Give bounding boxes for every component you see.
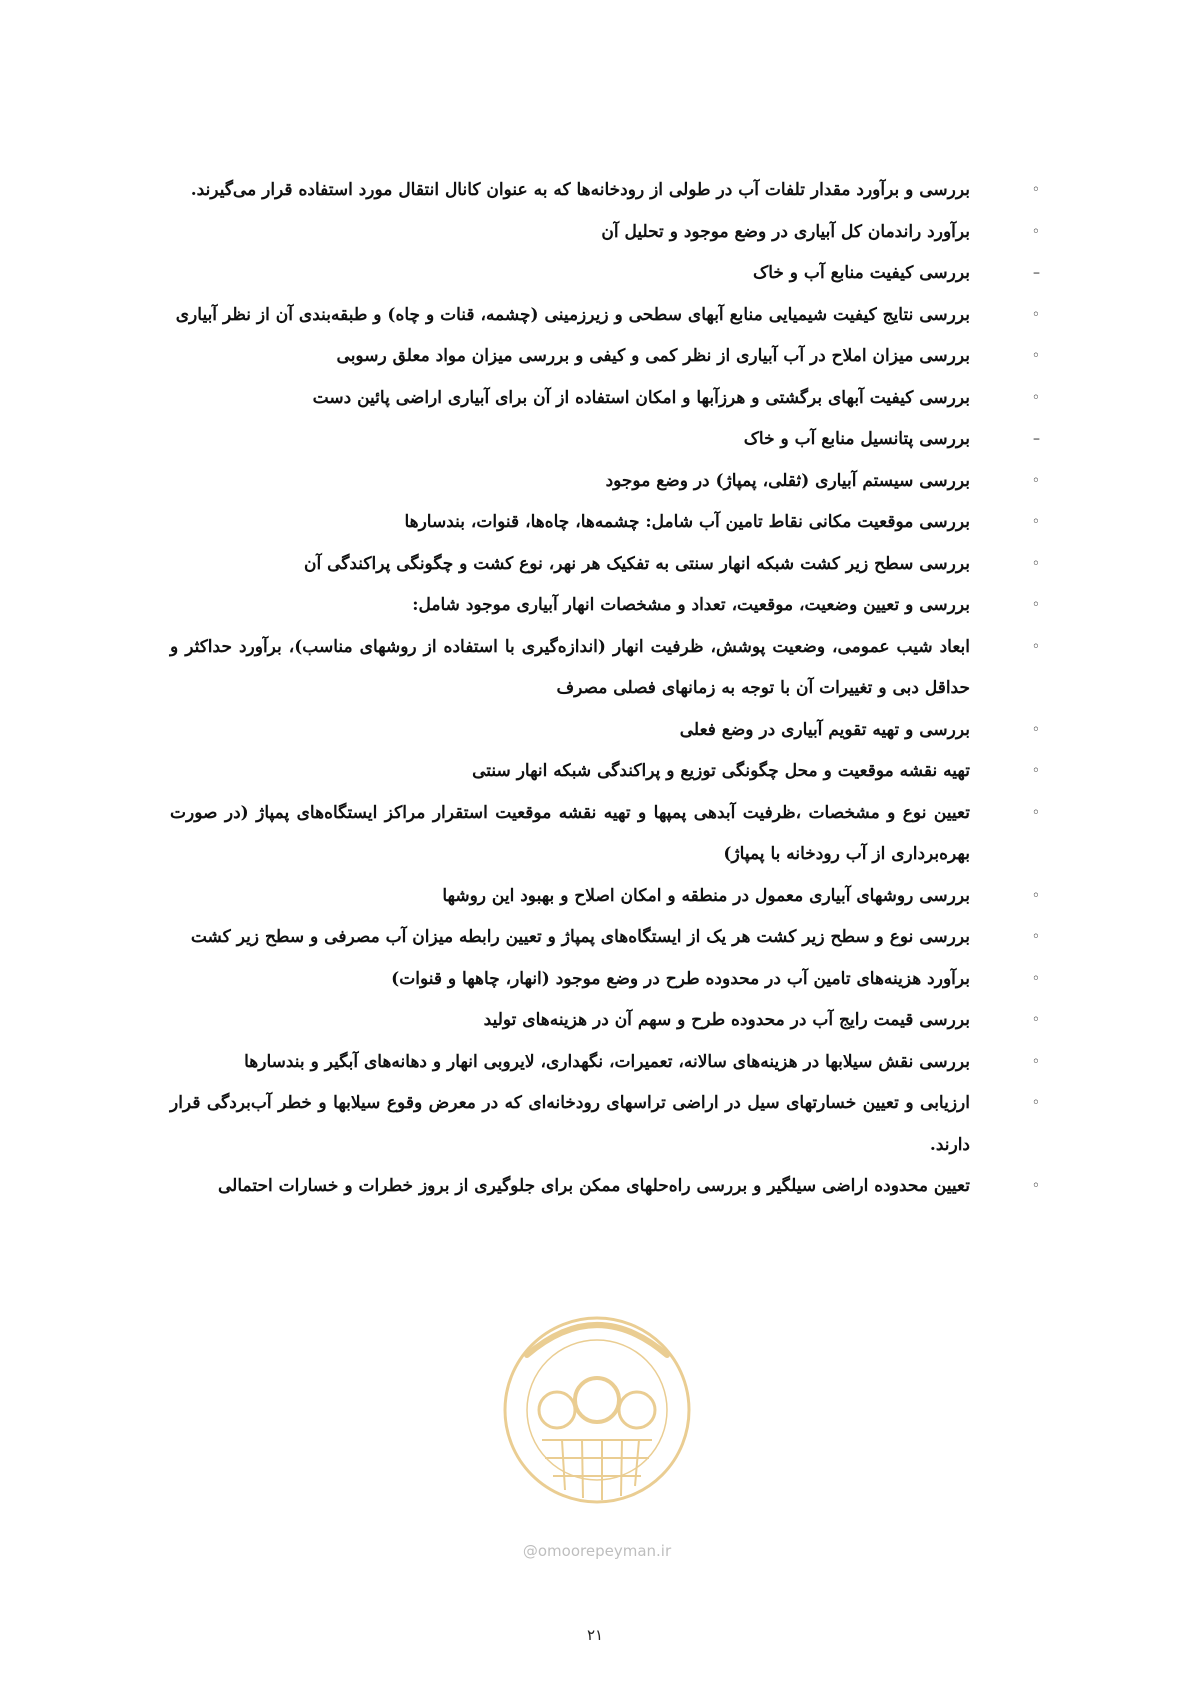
- list-item: [170, 751, 1040, 793]
- list-item-text: بررسی و تهیه تقویم آبیاری در وضع فعلی: [679, 719, 970, 740]
- bullet-marker: ◦: [1031, 1053, 1040, 1070]
- bullet-marker: ◦: [1031, 555, 1040, 572]
- bullet-marker: ◦: [1031, 306, 1040, 323]
- list-item: [170, 461, 1040, 503]
- bullet-marker: ◦: [1031, 514, 1040, 530]
- bullet-marker: ◦: [1031, 1178, 1040, 1194]
- list-item-text: بررسی روشهای آبیاری معمول در منطقه و امکان اصلاح و بهبود این روشها: [442, 885, 970, 906]
- bullet-marker: ◦: [1031, 970, 1040, 987]
- bullet-marker: ◦: [1031, 1095, 1040, 1111]
- list-item-text: ابعاد شیب عمومی، وضعیت پوشش، ظرفیت انهار (اندازه‌گیری با استفاده از روشهای مناسب)، برآورد حداکثر و حداقل دبی و تغییرات آن با توجه به زمانهای فصلی مصرف: [170, 636, 970, 698]
- list-item-text: برآورد هزینه‌های تامین آب در محدوده طرح در وضع موجود (انهار، چاهها و قنوات): [391, 968, 970, 989]
- list-item: [170, 544, 1040, 586]
- page-number: ۲۱: [586, 1626, 604, 1644]
- list-item-text: بررسی سطح زیر کشت شبکه انهار سنتی به تفکیک هر نهر، نوع کشت و چگونگی پراکندگی آن: [303, 553, 970, 574]
- list-item-text: تعیین نوع و مشخصات ،ظرفیت آبدهی پمپها و تهیه نقشه موقعیت استقرار مراکز ایستگاه‌های پمپاژ (در صورت بهره‌برداری از آب رودخانه با پمپاژ): [170, 802, 970, 864]
- list-item: [170, 627, 1040, 710]
- list-item-text: بررسی سیستم آبیاری (ثقلی، پمپاژ) در وضع موجود: [605, 470, 970, 491]
- list-item: [170, 212, 1040, 254]
- list-item-text: بررسی قیمت رایج آب در محدوده طرح و سهم آن در هزینه‌های تولید: [483, 1010, 970, 1030]
- bullet-marker: ◦: [1031, 472, 1040, 489]
- list-item: [170, 876, 1040, 918]
- bullet-marker: ◦: [1031, 1012, 1040, 1028]
- dash-marker: –: [1033, 265, 1040, 281]
- list-item-text: برآورد راندمان کل آبیاری در وضع موجود و تحلیل آن: [601, 221, 970, 242]
- list-item: [170, 917, 1040, 959]
- list-item: [170, 253, 1040, 295]
- bullet-marker: ◦: [1031, 223, 1040, 240]
- list-item: [170, 1000, 1040, 1042]
- list-item-text: بررسی میزان املاح در آب آبیاری از نظر کمی و کیفی و بررسی میزان مواد معلق رسوبی: [336, 346, 970, 366]
- list-item-text: تعیین محدوده اراضی سیلگیر و بررسی راه‌حلهای ممکن برای جلوگیری از بروز خطرات و خسارات احتمالی: [218, 1176, 970, 1196]
- list-item-text: بررسی کیفیت منابع آب و خاک: [752, 263, 970, 283]
- bullet-list: [170, 170, 1040, 1208]
- bullet-marker: ◦: [1031, 638, 1040, 655]
- list-item-text: بررسی نتایج کیفیت شیمیایی منابع آبهای سطحی و زیرزمینی (چشمه، قنات و چاه) و طبقه‌بندی آن از نظر آبیاری: [175, 304, 970, 325]
- bullet-marker: ◦: [1031, 182, 1040, 198]
- list-item: [170, 378, 1040, 420]
- list-item: [170, 419, 1040, 461]
- bullet-marker: ◦: [1031, 389, 1040, 406]
- list-item: [170, 793, 1040, 876]
- bullet-marker: ◦: [1031, 348, 1040, 364]
- bullet-marker: ◦: [1031, 597, 1040, 613]
- watermark-site-label: @omoorepeyman.ir: [522, 1542, 672, 1560]
- list-item-text: بررسی و برآورد مقدار تلفات آب در طولی از رودخانه‌ها که به عنوان کانال انتقال مورد استفاده قرار می‌گیرند.: [190, 180, 970, 200]
- bullet-marker: ◦: [1031, 804, 1040, 821]
- list-item: [170, 959, 1040, 1001]
- list-item: [170, 1166, 1040, 1208]
- list-item-text: ارزیابی و تعیین خسارتهای سیل در اراضی تراسهای رودخانه‌ای که در معرض وقوع سیلابها و خطر آب‌بردگی قرار دارند.: [170, 1093, 970, 1155]
- dash-marker: –: [1033, 431, 1040, 447]
- list-item-text: بررسی و تعیین وضعیت، موقعیت، تعداد و مشخصات انهار آبیاری موجود شامل:: [412, 595, 970, 615]
- bullet-marker: ◦: [1031, 887, 1040, 904]
- list-item: [170, 1083, 1040, 1166]
- seal-icon: [487, 1300, 707, 1540]
- list-item-text: بررسی نقش سیلابها در هزینه‌های سالانه، تعمیرات، نگهداری، لایروبی انهار و دهانه‌های آبگیر و بندسارها: [244, 1051, 970, 1072]
- list-item: [170, 295, 1040, 337]
- list-item: [170, 170, 1040, 212]
- list-item-text: بررسی نوع و سطح زیر کشت هر یک از ایستگاه‌های پمپاژ و تعیین رابطه میزان آب مصرفی و سطح زیر کشت: [190, 927, 970, 947]
- list-item-text: تهیه نقشه موقعیت و محل چگونگی توزیع و پراکندگی شبکه انهار سنتی: [472, 761, 970, 781]
- list-item: [170, 1042, 1040, 1084]
- bullet-marker: ◦: [1031, 763, 1040, 779]
- bullet-marker: ◦: [1031, 721, 1040, 738]
- list-item-text: بررسی پتانسیل منابع آب و خاک: [743, 429, 970, 449]
- list-item: [170, 502, 1040, 544]
- list-item: [170, 336, 1040, 378]
- list-item-text: بررسی موقعیت مکانی نقاط تامین آب شامل: چشمه‌ها، چاه‌ها، قنوات، بندسارها: [404, 512, 970, 532]
- list-item: [170, 585, 1040, 627]
- list-item: [170, 710, 1040, 752]
- bullet-marker: ◦: [1031, 929, 1040, 945]
- list-item-text: بررسی کیفیت آبهای برگشتی و هرزآبها و امکان استفاده از آن برای آبیاری اراضی پائین دست: [312, 387, 970, 408]
- watermark-logo: [487, 1300, 707, 1560]
